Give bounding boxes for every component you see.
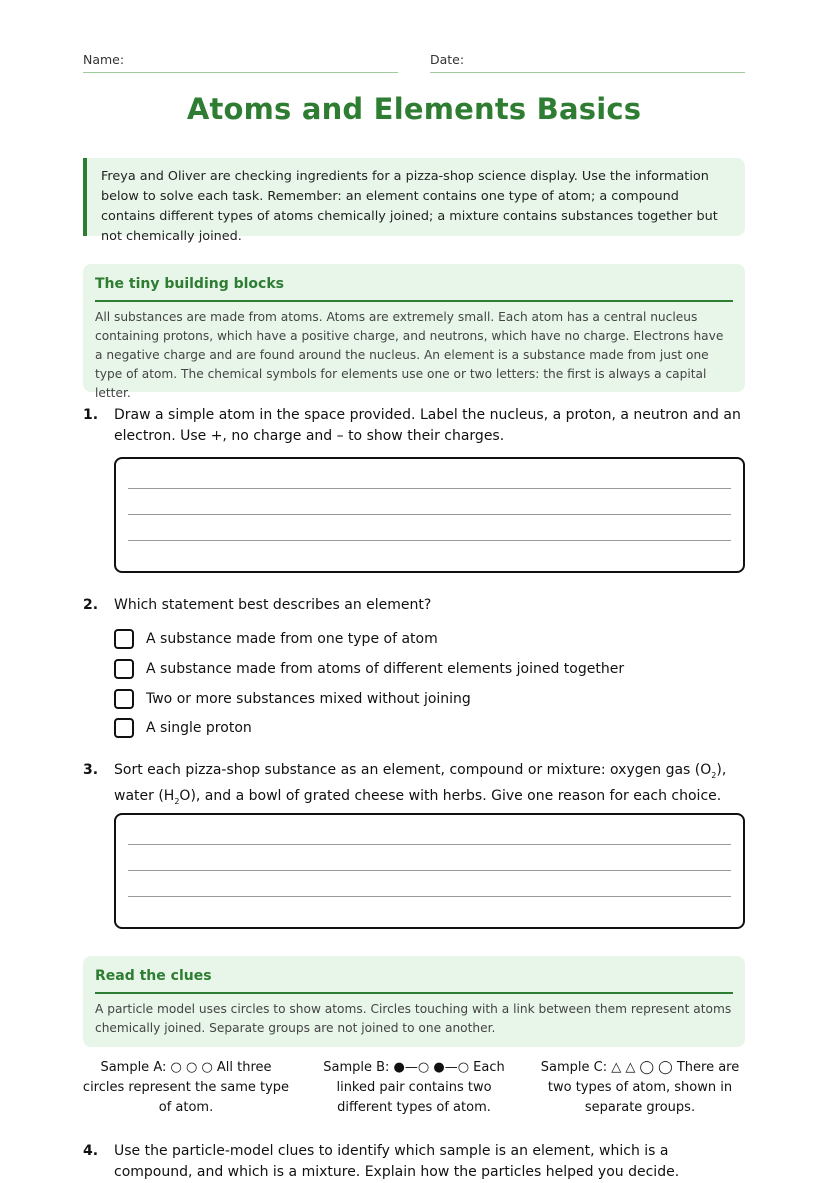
subscript: 2 bbox=[174, 796, 180, 806]
answer-box-1[interactable] bbox=[114, 457, 745, 573]
sample-b: Sample B: ●—○ ●—○ Each linked pair contains two different types of atom. bbox=[323, 1060, 505, 1115]
option-2[interactable] bbox=[114, 658, 746, 682]
option-1[interactable] bbox=[114, 628, 746, 652]
answer-line bbox=[128, 896, 731, 897]
name-date-row bbox=[83, 52, 745, 74]
option-checkbox[interactable] bbox=[114, 629, 134, 649]
question-number: 2. bbox=[83, 597, 99, 613]
info-box-title: The tiny building blocks bbox=[95, 274, 733, 302]
question-number: 4. bbox=[83, 1143, 99, 1159]
option-3[interactable] bbox=[114, 688, 746, 712]
sample-a: Sample A: ○ ○ ○ All three circles represent the same type of atom. bbox=[82, 1060, 290, 1115]
option-checkbox[interactable] bbox=[114, 718, 134, 738]
option-label: A single proton bbox=[146, 720, 252, 736]
option-4[interactable] bbox=[114, 717, 746, 741]
answer-line bbox=[128, 540, 731, 541]
option-label: A substance made from atoms of different elements joined together bbox=[146, 661, 625, 677]
date-field[interactable] bbox=[430, 52, 745, 73]
question-number: 3. bbox=[83, 762, 99, 778]
question-number: 1. bbox=[83, 407, 99, 423]
date-label: Date: bbox=[430, 52, 465, 67]
sample-c: Sample C: △ △ ◯ ◯ There are two types of atom, shown in separate groups. bbox=[540, 1060, 740, 1115]
info-box-title: Read the clues bbox=[95, 966, 733, 994]
info-box-building-blocks bbox=[83, 264, 745, 400]
question-text bbox=[114, 760, 746, 812]
info-box-text: All substances are made from atoms. Atoms are extremely small. Each atom has a central nucleus containing protons, which have a positive charge, and neutrons, which have no charge. Electrons have a negative charge and are found around the nucleus. An element is a substance made from just one type of atom. The chemical symbols for elements use one or two letters: the first is always a capital letter. bbox=[95, 310, 724, 400]
intro-callout: Freya and Oliver are checking ingredients for a pizza-shop science display. Use the information below to solve each task. Remember: an element contains one type of atom; a compound contains different types of atoms chemically joined; a mixture contains substances together but not chemically joined. bbox=[83, 158, 745, 236]
answer-line bbox=[128, 844, 731, 845]
option-checkbox[interactable] bbox=[114, 659, 134, 679]
name-field[interactable] bbox=[83, 52, 398, 73]
info-box-clues bbox=[83, 956, 745, 1047]
samples-row bbox=[83, 1058, 745, 1122]
question-text-part: ), water (H bbox=[114, 762, 727, 804]
answer-box-3[interactable] bbox=[114, 813, 745, 929]
answer-line bbox=[128, 514, 731, 515]
option-checkbox[interactable] bbox=[114, 689, 134, 709]
question-text: Use the particle-model clues to identify which sample is an element, which is a compound, and which is a mixture. Explain how the particles helped you decide. bbox=[114, 1143, 680, 1180]
answer-line bbox=[128, 488, 731, 489]
question-text: Draw a simple atom in the space provided. Label the nucleus, a proton, a neutron and an electron. Use +, no charge and – to show their charges. bbox=[114, 407, 741, 444]
name-label: Name: bbox=[83, 52, 125, 67]
answer-line bbox=[128, 870, 731, 871]
page-title: Atoms and Elements Basics bbox=[186, 92, 642, 126]
option-label: Two or more substances mixed without joining bbox=[146, 691, 471, 707]
question-text-part: Sort each pizza-shop substance as an element, compound or mixture: oxygen gas (O bbox=[114, 762, 712, 778]
option-label: A substance made from one type of atom bbox=[146, 631, 438, 647]
question-text: Which statement best describes an element? bbox=[114, 597, 432, 613]
info-box-text: A particle model uses circles to show atoms. Circles touching with a link between them represent atoms chemically joined. Separate groups are not joined to one another. bbox=[95, 1002, 732, 1035]
question-text-part: O), and a bowl of grated cheese with herbs. Give one reason for each choice. bbox=[179, 787, 722, 804]
subscript: 2 bbox=[711, 770, 717, 780]
